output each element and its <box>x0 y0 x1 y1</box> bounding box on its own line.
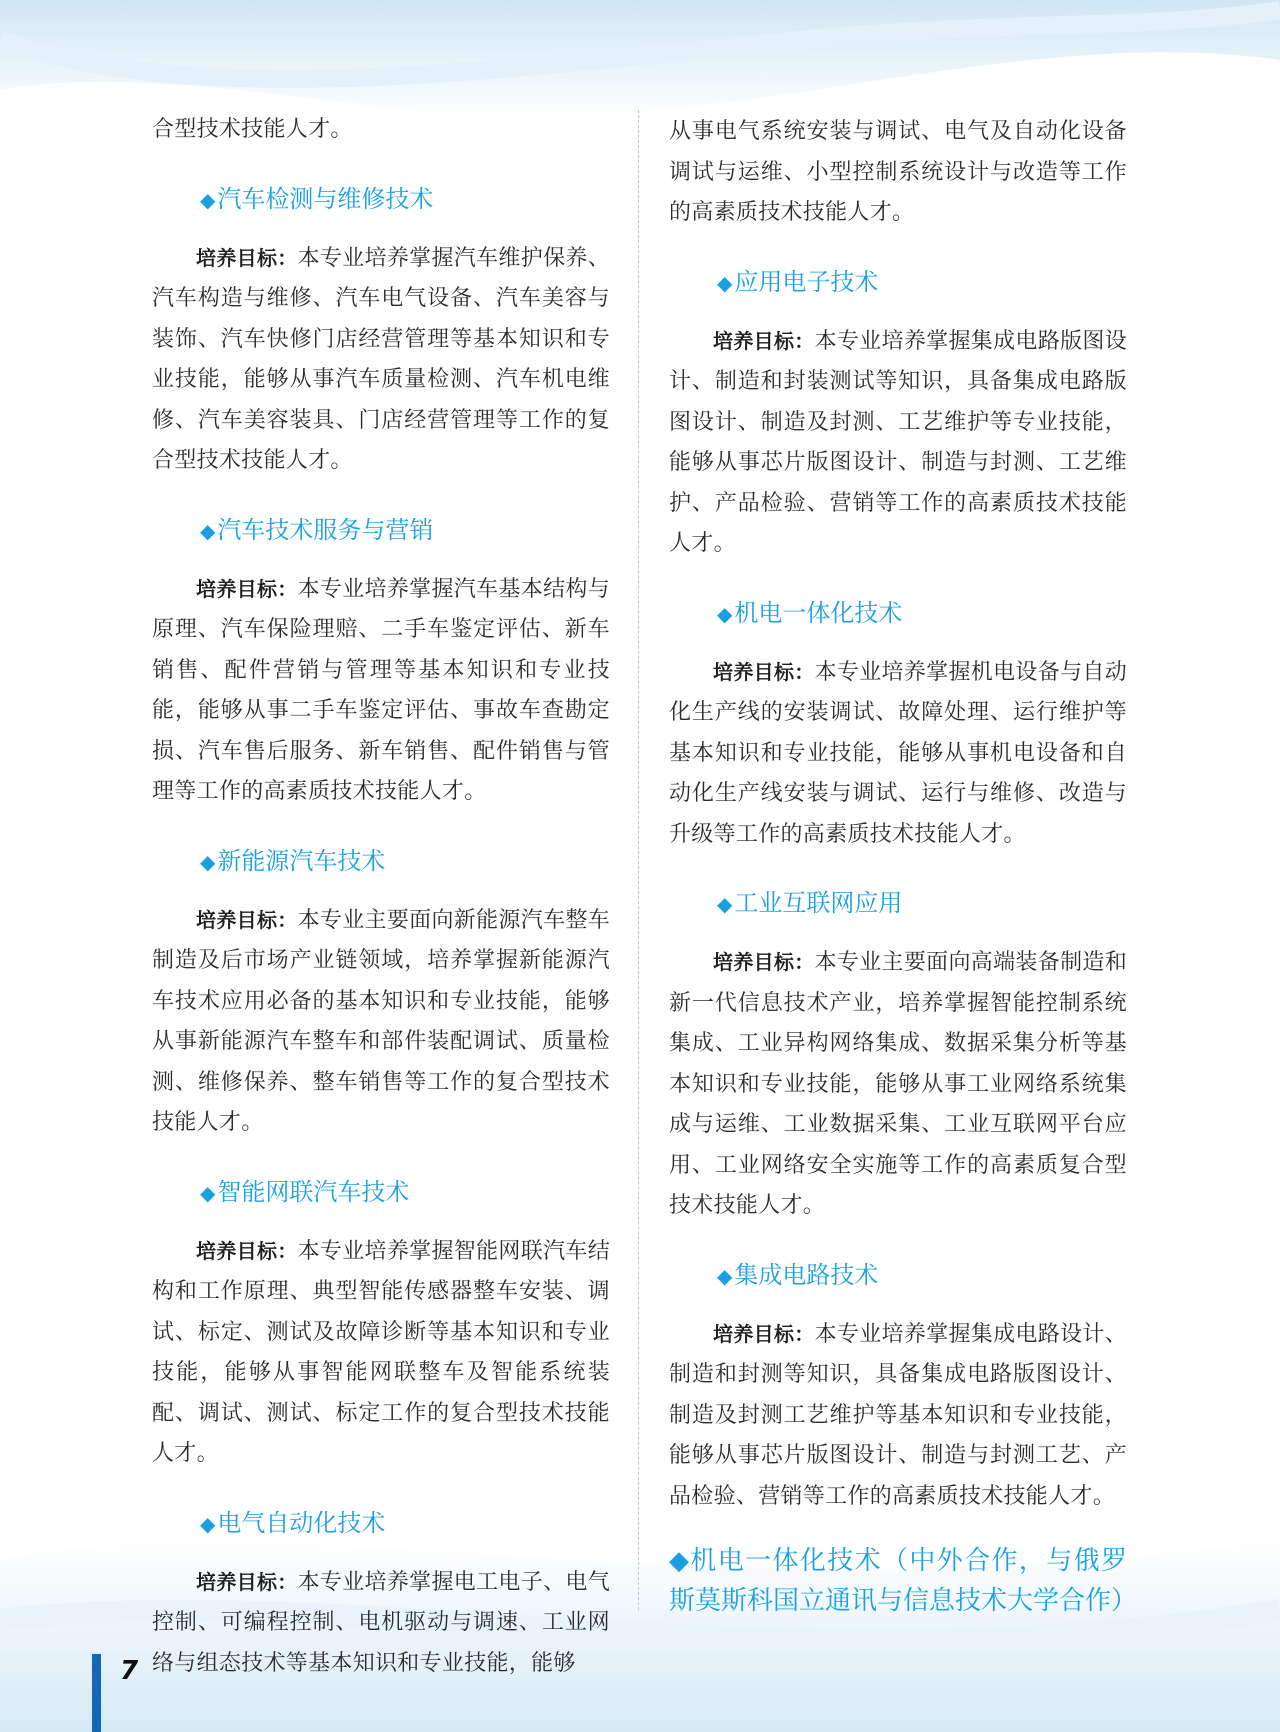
right-column <box>669 112 1138 1621</box>
section-integrated-circuits <box>669 1259 1127 1518</box>
section-body <box>152 569 610 813</box>
section-heading <box>717 1259 1127 1292</box>
column-divider <box>638 110 639 1610</box>
section-text: 本专业培养掌握集成电路设计、制造和封测等知识，具备集成电路版图设计、制造及封测工艺维护等基本知识和专业技能，能够从事芯片版图设计、制造与封测工艺、产品检验、营销等工作的高素质技术技能人才。 <box>669 1321 1127 1509</box>
section-body <box>669 321 1127 565</box>
diamond-icon: ◆ <box>200 518 216 543</box>
diamond-icon: ◆ <box>200 1511 216 1536</box>
goal-label: 培养目标： <box>196 245 298 270</box>
goal-label: 培养目标： <box>196 907 298 932</box>
section-new-energy-vehicle <box>152 845 610 1144</box>
section-title: 新能源汽车技术 <box>217 846 386 875</box>
page-number-bar <box>92 1654 101 1732</box>
left-column <box>152 110 610 1684</box>
section-heading <box>200 183 610 216</box>
section-text: 本专业主要面向高端装备制造和新一代信息技术产业，培养掌握智能控制系统集成、工业异构网络集成、数据采集分析等基本知识和专业技能，能够从事工业网络系统集成与运维、工业数据采集、工业互联网平台应用、工业网络安全实施等工作的高素质复合型技术技能人才。 <box>669 950 1127 1218</box>
section-heading <box>717 266 1127 299</box>
section-mechatronics <box>669 597 1127 856</box>
section-industrial-internet <box>669 887 1127 1227</box>
section-title: 应用电子技术 <box>734 267 879 296</box>
section-heading <box>200 514 610 547</box>
section-automotive-service <box>152 514 610 813</box>
section-body <box>152 238 610 482</box>
section-text: 本专业培养掌握汽车基本结构与原理、汽车保险理赔、二手车鉴定评估、新车销售、配件营销与管理等基本知识和专业技能，能够从事二手车鉴定评估、事故车查勘定损、汽车售后服务、新车销售、配件销售与管理等工作的高素质技术技能人才。 <box>152 576 610 804</box>
diamond-icon: ◆ <box>200 1180 216 1205</box>
diamond-icon: ◆ <box>717 892 733 916</box>
section-text: 本专业培养掌握集成电路版图设计、制造和封装测试等知识，具备集成电路版图设计、制造及封测、工艺维护等专业技能，能够从事芯片版图设计、制造与封测、工艺维护、产品检验、营销等工作的高素质技术技能人才。 <box>669 328 1127 556</box>
intro-tail: 从事电气系统安装与调试、电气及自动化设备调试与运维、小型控制系统设计与改造等工作的高素质技术技能人才。 <box>669 119 1127 225</box>
diamond-icon: ◆ <box>200 849 216 874</box>
section-applied-electronics <box>669 266 1127 565</box>
section-heading <box>717 597 1127 630</box>
section-title: 智能网联汽车技术 <box>217 1177 410 1206</box>
section-electrical-automation <box>152 1507 610 1685</box>
page-number: 7 <box>120 1656 139 1686</box>
section-body <box>669 942 1127 1227</box>
section-title: 汽车检测与维修技术 <box>217 184 434 213</box>
section-body <box>669 652 1127 856</box>
section-title: 电气自动化技术 <box>217 1508 386 1537</box>
goal-label: 培养目标： <box>713 950 815 974</box>
section-title: 集成电路技术 <box>734 1260 879 1289</box>
section-heading <box>200 1507 610 1540</box>
goal-label: 培养目标： <box>713 659 815 684</box>
section-text: 本专业主要面向新能源汽车整车制造及后市场产业链领域，培养掌握新能源汽车技术应用必备的基本知识和专业技能，能够从事新能源汽车整车和部件装配调试、质量检测、维修保养、整车销售等工作的复合型技术技能人才。 <box>152 907 610 1135</box>
section-text: 本专业培养掌握电工电子、电气控制、可编程控制、电机驱动与调速、工业网络与组态技术等基本知识和专业技能，能够 <box>152 1569 610 1676</box>
section-text: 本专业培养掌握机电设备与自动化生产线的安装调试、故障处理、运行维护等基本知识和专业技能，能够从事机电设备和自动化生产线安装与调试、运行与维修、改造与升级等工作的高素质技术技能人才。 <box>669 659 1127 847</box>
section-title: 汽车技术服务与营销 <box>217 515 434 544</box>
goal-label: 培养目标： <box>196 576 298 601</box>
goal-label: 培养目标： <box>713 328 815 353</box>
section-text: 本专业培养掌握智能网联汽车结构和工作原理、典型智能传感器整车安装、调试、标定、测试及故障诊断等基本知识和专业技能，能够从事智能网联整车及智能系统装配、调试、测试、标定工作的复合型技术技能人才。 <box>152 1238 610 1466</box>
section-body <box>152 1231 610 1475</box>
section-body <box>152 900 610 1144</box>
diamond-icon: ◆ <box>717 270 733 295</box>
intro-tail: 合型技术技能人才。 <box>152 117 353 142</box>
section-heading-mechatronics-cooperation: ◆机电一体化技术（中外合作，与俄罗斯莫斯科国立通讯与信息技术大学合作） <box>669 1546 1138 1616</box>
section-heading <box>200 845 610 878</box>
section-heading <box>200 1176 610 1209</box>
section-title: 工业互联网应用 <box>734 889 903 917</box>
diamond-icon: ◆ <box>200 187 216 212</box>
section-text: 本专业培养掌握汽车维护保养、汽车构造与维修、汽车电气设备、汽车美容与装饰、汽车快修门店经营管理等基本知识和专业技能，能够从事汽车质量检测、汽车机电维修、汽车美容装具、门店经营管理等工作的复合型技术技能人才。 <box>152 245 610 473</box>
section-title: 机电一体化技术 <box>734 598 903 627</box>
section-connected-vehicle <box>152 1176 610 1475</box>
goal-label: 培养目标： <box>713 1321 815 1346</box>
diamond-icon: ◆ <box>717 601 733 626</box>
diamond-icon: ◆ <box>717 1263 733 1288</box>
goal-label: 培养目标： <box>196 1569 298 1594</box>
section-heading <box>717 887 1127 920</box>
section-automotive-testing <box>152 183 610 482</box>
section-body <box>152 1562 610 1685</box>
section-body <box>669 1314 1127 1518</box>
goal-label: 培养目标： <box>196 1238 298 1263</box>
